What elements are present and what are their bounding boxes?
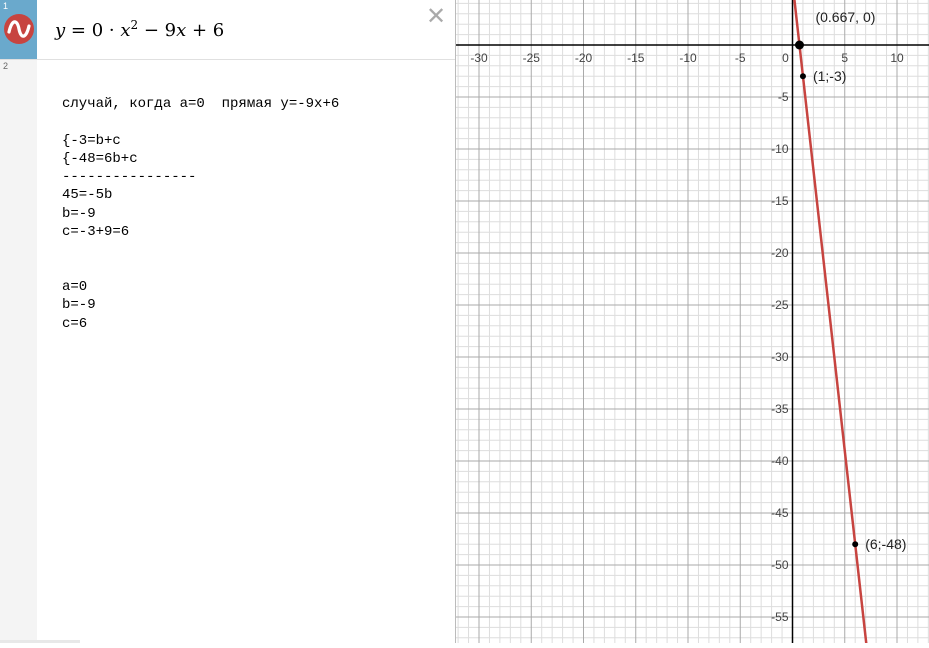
expr-rest: − 9 (138, 20, 177, 41)
y-tick-label: -10 (771, 142, 789, 156)
graph-canvas[interactable] (456, 0, 929, 643)
expr-x2: x (176, 20, 187, 41)
point-marker[interactable] (852, 541, 858, 547)
expr-tail: + 6 (186, 20, 225, 41)
y-tick-label: -50 (771, 558, 789, 572)
expr-exponent: 2 (130, 18, 139, 32)
expr-eq: = 0 · (65, 20, 121, 41)
graph-paper[interactable] (455, 0, 929, 643)
expression-input[interactable] (55, 18, 224, 41)
close-icon[interactable]: ✕ (426, 3, 447, 30)
y-tick-label: -40 (771, 454, 789, 468)
point-marker[interactable] (800, 73, 806, 79)
expression-row-1[interactable] (0, 0, 455, 60)
point-marker[interactable] (795, 41, 804, 50)
x-tick-label: 10 (890, 51, 904, 65)
x-tick-label: -15 (627, 51, 645, 65)
expression-tab-1[interactable] (0, 0, 37, 59)
expr-x: x (120, 20, 131, 41)
expression-gutter (0, 0, 37, 643)
labeled-points[interactable] (795, 9, 906, 552)
y-tick-label: -55 (771, 610, 789, 624)
major-gridlines (456, 0, 929, 643)
y-tick-label: -25 (771, 298, 789, 312)
x-tick-label: -5 (734, 51, 746, 65)
y-tick-label: -20 (771, 246, 789, 260)
x-tick-label: 5 (841, 51, 849, 65)
y-tick-label: -35 (771, 402, 789, 416)
tick-labels (470, 51, 907, 624)
x-tick-label: -10 (679, 51, 697, 65)
expression-index-2: 2 (3, 61, 9, 71)
function-line[interactable] (788, 0, 872, 643)
desmos-function-icon[interactable] (4, 14, 34, 44)
x-tick-label: -20 (574, 51, 593, 65)
expr-y: y (55, 20, 66, 41)
y-tick-label: -5 (777, 90, 789, 104)
point-label: (0.667, 0) (815, 9, 876, 25)
axes (456, 0, 929, 643)
expression-list (0, 0, 455, 643)
x-tick-label: -30 (470, 51, 488, 65)
line-y-eq-minus9x-plus6[interactable] (788, 0, 872, 643)
y-tick-label: -15 (771, 194, 789, 208)
point-label: (1;-3) (812, 68, 847, 85)
minor-gridlines (456, 0, 929, 643)
point-label: (6;-48) (865, 536, 907, 553)
x-tick-label: -25 (522, 51, 540, 65)
note-text[interactable]: случай, когда a=0 прямая y=-9x+6 {-3=b+c {-48=6b+c ---------------- 45=-5b b=-9 c=-3+9=6 a=0 b=-9 c=6 (62, 96, 340, 332)
y-tick-label: -30 (771, 350, 789, 364)
y-tick-label: -45 (771, 506, 789, 520)
x-tick-label: 0 (782, 51, 789, 65)
expression-index: 1 (3, 1, 9, 11)
